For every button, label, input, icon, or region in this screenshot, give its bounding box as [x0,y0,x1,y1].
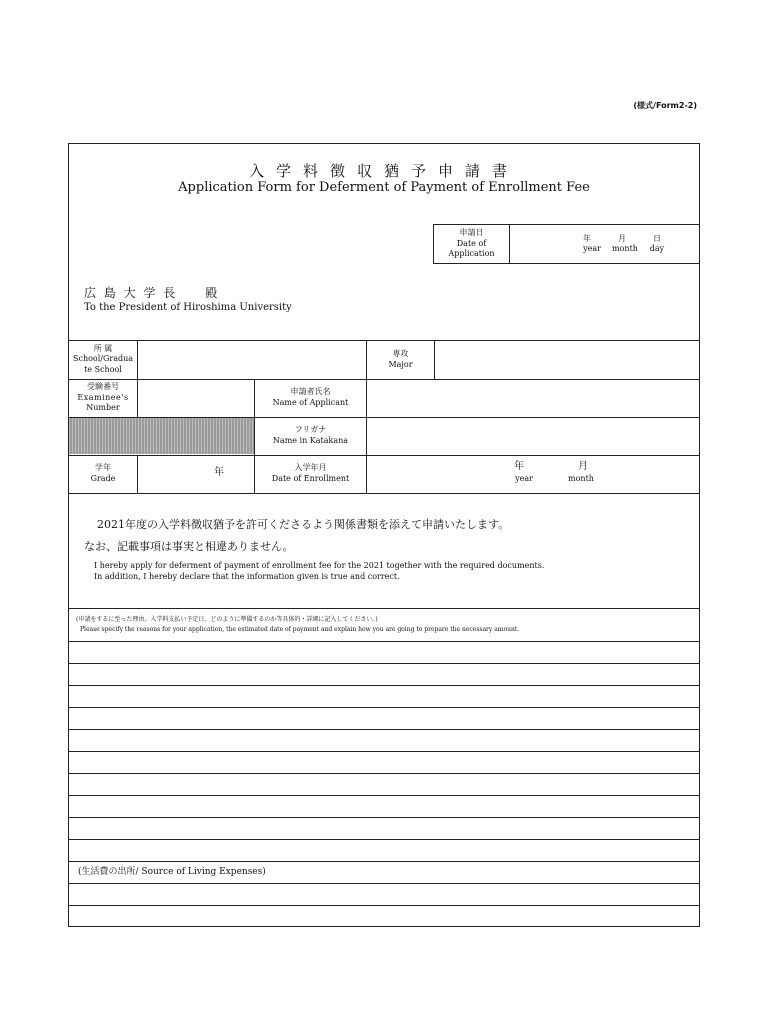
reasons-input-area[interactable] [69,642,700,861]
major-label-ja: 専攻 [392,349,409,358]
applicant-name-label-ja: 申請者氏名 [290,387,331,396]
enrollment-month-en: month [568,474,594,483]
enrollment-date-input[interactable] [367,456,700,493]
application-date-day-en: day [649,244,665,253]
examinee-number-label-ja: 受験番号 [87,382,119,391]
declaration-ja-2: なお、記載事項は事実と相違ありません。 [84,540,294,553]
declaration-en-1: I hereby apply for deferment of payment of enrollment fee for the 2021 together with the required documents. [94,561,545,570]
school-label-ja: 所 属 [93,344,113,353]
applicant-name-label-en: Name of Applicant [272,398,349,407]
application-date-month-en: month [612,244,638,253]
application-date-year-ja: 年 [583,234,591,243]
declaration-en-2: In addition, I hereby declare that the information given is true and correct. [94,572,400,581]
grade-label-ja: 学年 [95,463,111,472]
enrollment-date-label-en: Date of Enrollment [271,474,350,483]
examinee-number-input[interactable] [138,380,254,417]
reasons-instruction-en: Please specify the reasons for your application, the estimated date of payment and explain how you are going to prepare the necessary amount. [80,626,520,633]
reasons-instruction-ja: (申請をするに至った理由、入学料支払い予定日、どのように準備するのか等具体的・詳細に記入してください。) [76,616,378,623]
living-expenses-label: (生活費の出所/ Source of Living Expenses) [78,867,266,877]
katakana-label-ja: フリガナ [294,425,327,434]
declaration-ja-1: 2021年度の入学料徴収猶予を許可くださるよう関係書類を添えて申請いたします。 [97,518,510,531]
form-title-ja: 入学料徴収猶予申請書 [248,162,519,180]
grade-year-unit: 年 [214,467,224,478]
examinee-number-label-en-2: Number [86,403,120,412]
major-input[interactable] [435,341,700,379]
enrollment-year-en: year [515,474,533,483]
grade-input[interactable] [138,456,254,493]
application-date-label-en-2: Application [448,249,495,258]
hatched-reserved-cell [69,418,254,454]
form-title-en: Application Form for Deferment of Payment of Enrollment Fee [178,180,590,195]
enrollment-month-ja: 月 [578,461,588,472]
examinee-number-label-en-1: Examinee's [77,393,129,402]
addressee-ja: 広 島 大 学 長 殿 [84,286,220,300]
major-label-en: Major [388,360,413,369]
application-date-label-ja: 申請日 [459,228,484,237]
application-date-year-en: year [583,244,601,253]
katakana-label-en: Name in Katakana [272,436,349,445]
school-input[interactable] [138,341,366,379]
application-date-day-ja: 日 [653,234,661,243]
addressee-en: To the President of Hiroshima University [84,302,292,313]
application-date-month-ja: 月 [618,234,626,243]
school-label-en-2: te School [84,365,122,374]
application-date-input[interactable] [510,225,700,263]
enrollment-date-label-ja: 入学年月 [294,463,327,472]
form-number-label: (様式/Form2-2) [633,101,697,110]
applicant-name-input[interactable] [367,380,700,417]
living-expenses-input-area[interactable] [69,884,700,926]
enrollment-year-ja: 年 [514,461,524,472]
grade-label-en: Grade [90,474,116,483]
school-label-en-1: School/Gradua [72,354,134,363]
application-date-label-en-1: Date of [456,239,487,248]
katakana-name-input[interactable] [367,418,700,455]
